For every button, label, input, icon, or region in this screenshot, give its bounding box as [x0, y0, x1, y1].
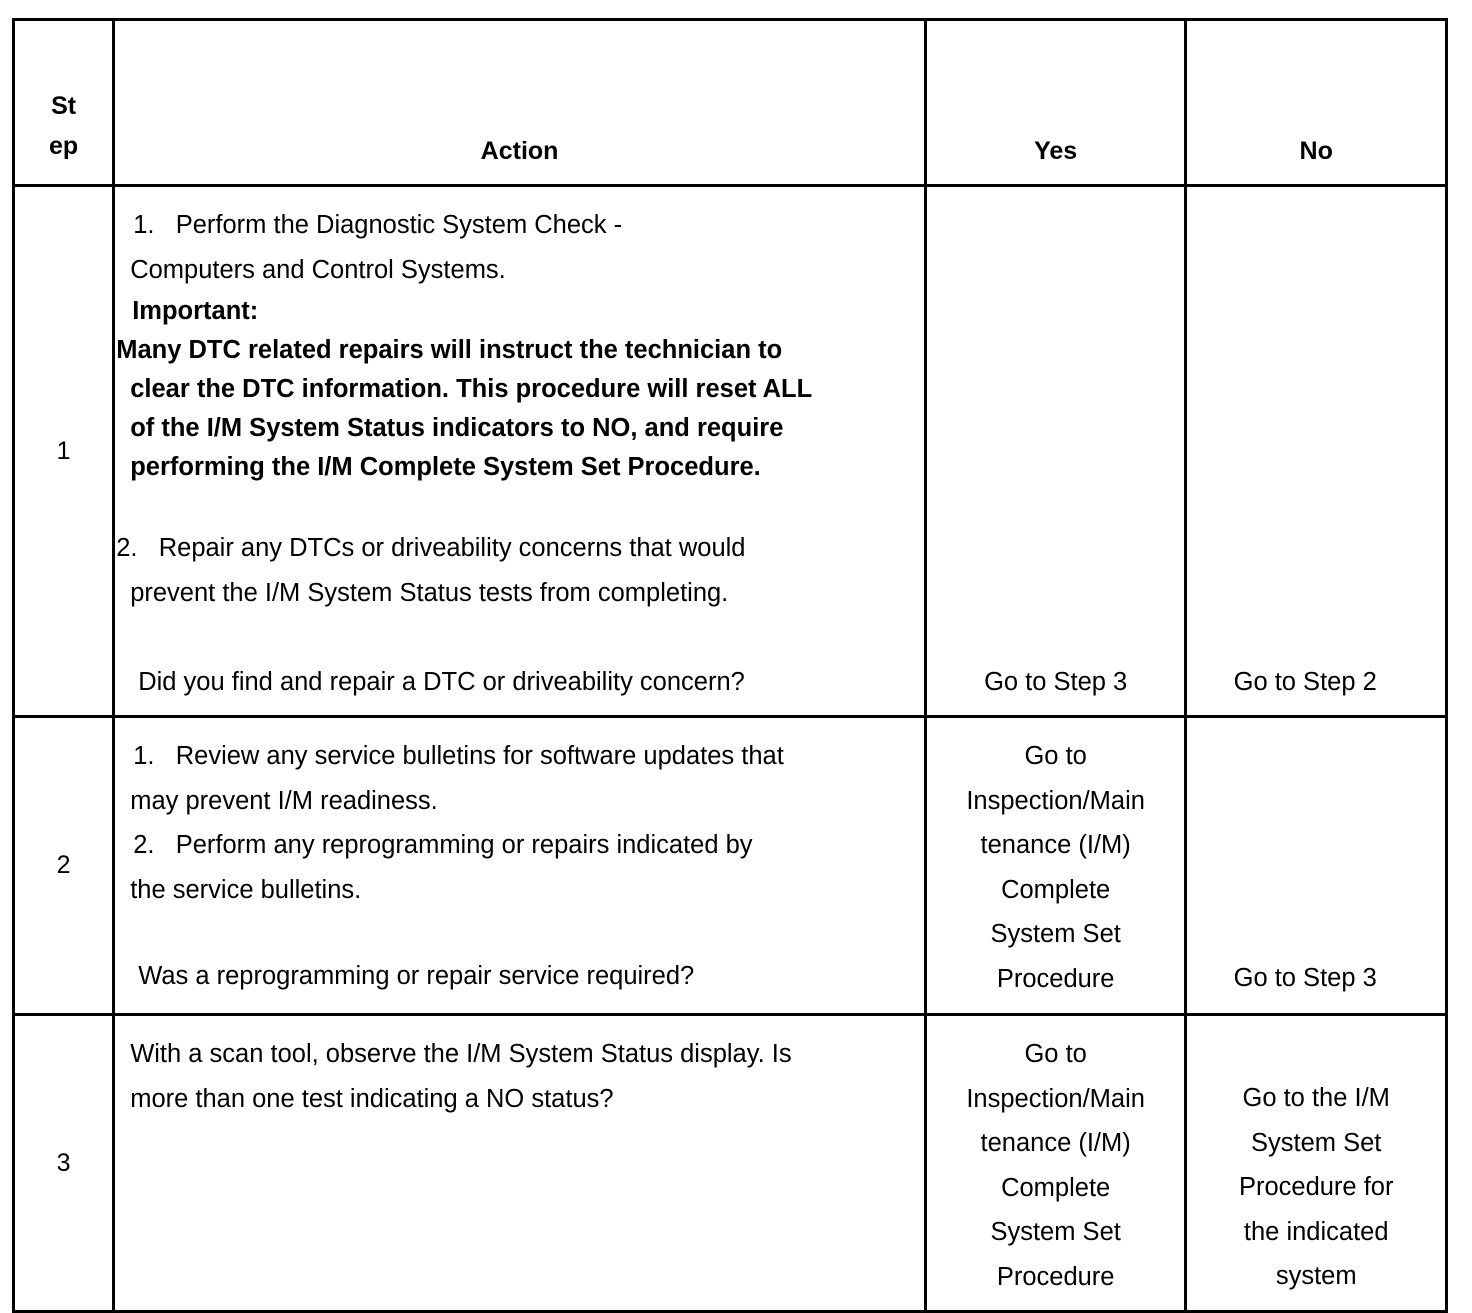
table-row: [14, 1015, 1447, 1312]
no-cell: Go to Step 3: [1186, 717, 1447, 1015]
question-text: Did you find and repair a DTC or driveability concern?: [138, 668, 745, 696]
yes-cell: Go to Inspection/Main tenance (I/M) Complete System Set Procedure: [925, 717, 1186, 1015]
header-yes: Yes: [925, 20, 1186, 186]
action-cell: 1. Review any service bulletins for software updates that may prevent I/M readiness. 2. Perform any reprogramming or repairs indicated by the service bulletins. Was a reprogramming or repair service required?: [114, 717, 926, 1015]
header-step: St ep: [14, 20, 114, 186]
action-cell: 1. Perform the Diagnostic System Check - Computers and Control Systems. Important: Many DTC related repairs will instruct the technician to clear the DTC information. This procedure will reset ALL of the I/M System Status indicators to NO, and require performing the I/M Complete System Set Procedure. 2. Repair any DTCs or driveability concerns that would prevent the I/M System Status tests from completing. Did you find and repair a DTC or driveability concern?: [114, 186, 926, 717]
no-cell: Go to the I/M System Set Procedure for the indicated system: [1186, 1015, 1447, 1312]
diagnostic-table: [12, 18, 1448, 1313]
step-number: 1: [14, 186, 114, 717]
step-number: 2: [14, 717, 114, 1015]
header-row: [14, 20, 1447, 186]
header-action: Action: [114, 20, 926, 186]
yes-cell: Go to Step 3: [925, 186, 1186, 717]
question-text: Was a reprogramming or repair service required?: [138, 962, 695, 990]
yes-cell: Go to Inspection/Main tenance (I/M) Complete System Set Procedure: [925, 1015, 1186, 1312]
action-cell: With a scan tool, observe the I/M System Status display. Is more than one test indicating a NO status?: [114, 1015, 926, 1312]
header-no: No: [1186, 20, 1447, 186]
step-number: 3: [14, 1015, 114, 1312]
no-cell: Go to Step 2: [1186, 186, 1447, 717]
table-row: [14, 717, 1447, 1015]
table-row: [14, 186, 1447, 717]
